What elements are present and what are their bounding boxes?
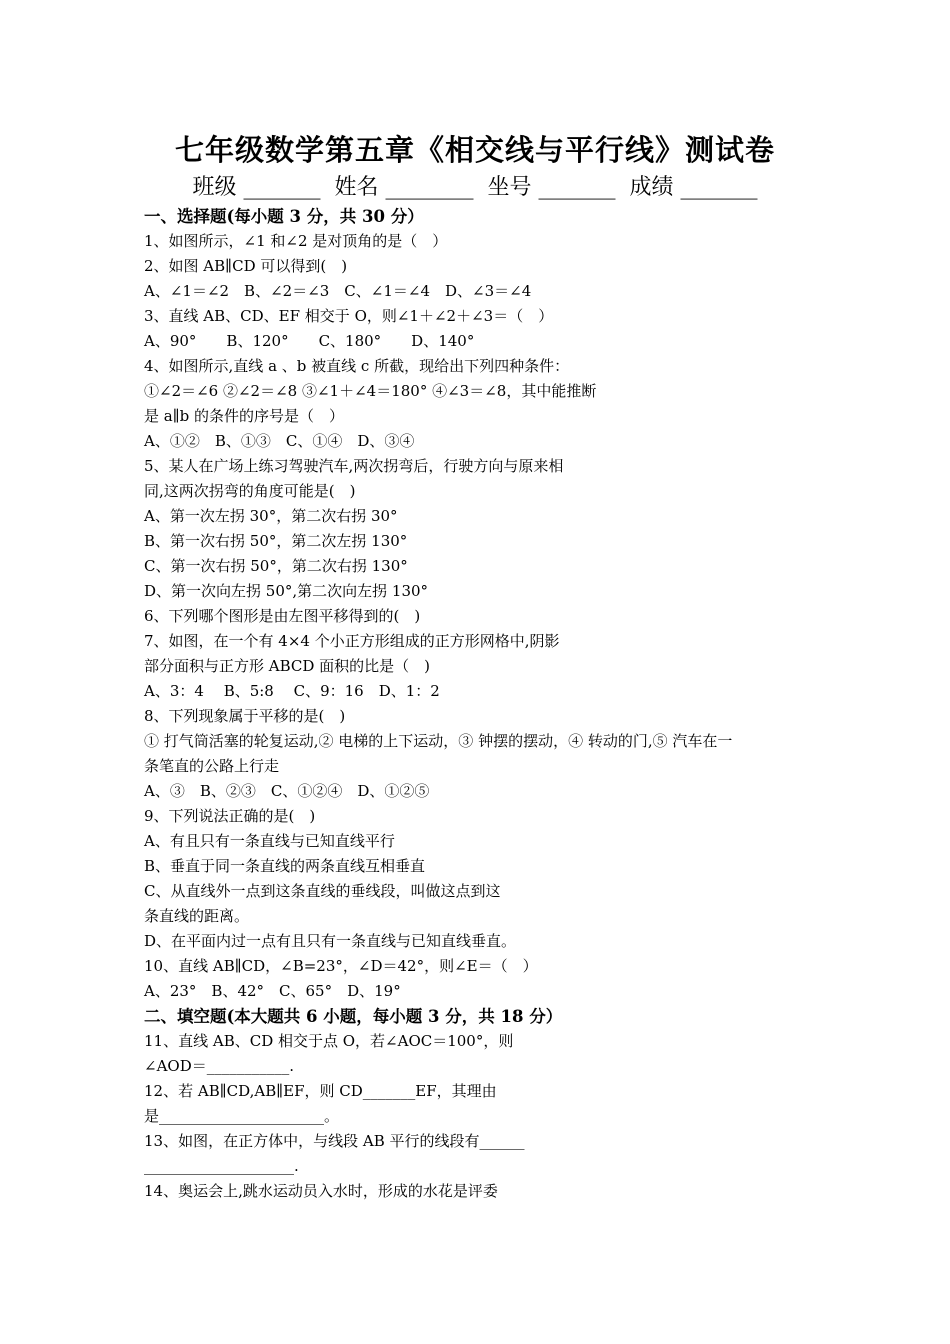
question-line: 14、奥运会上,跳水运动员入水时，形成的水花是评委 [144,1182,498,1200]
question-line: ____________________. [144,1157,299,1175]
question-line: 6、下列哪个图形是由左图平移得到的( ) [144,607,421,625]
question-line: A、第一次左拐 30°，第二次右拐 30° [144,507,398,525]
question-line: 是 a∥b 的条件的序号是（ ） [144,407,345,425]
question-line: D、第一次向左拐 50°,第二次向左拐 130° [144,582,429,600]
question-line: C、从直线外一点到这条直线的垂线段，叫做这点到这 [144,882,501,900]
question-line: 是______________________。 [144,1107,340,1125]
question-line: 4、如图所示,直线 a 、b 被直线 c 所截，现给出下列四种条件： [144,357,570,375]
question-line: A、有且只有一条直线与已知直线平行 [144,832,395,850]
question-line: 9、下列说法正确的是( ) [144,807,316,825]
question-line: A、90° B、120° C、180° D、140° [144,332,475,350]
question-line: 11、直线 AB、CD 相交于点 O，若∠AOC＝100°，则 [144,1032,514,1050]
question-line: B、第一次右拐 50°，第二次左拐 130° [144,532,408,550]
question-line: 8、下列现象属于平移的是( ) [144,707,346,725]
section-heading: 二、填空题(本大题共 6 小题，每小题 3 分，共 18 分） [144,1007,563,1026]
question-line: 13、如图，在正方体中，与线段 AB 平行的线段有______ [144,1132,525,1150]
student-info-line: 班级 _______ 姓名 ________ 坐号 _______ 成绩 _______ [192,175,758,200]
question-line: 条直线的距离。 [144,907,250,925]
question-line: 同,这两次拐弯的角度可能是( ) [144,482,356,500]
question-line: 2、如图 AB∥CD 可以得到( ) [144,257,348,275]
question-line: A、①② B、①③ C、①④ D、③④ [144,432,415,450]
question-line: A、3：4 B、5:8 C、9：16 D、1：2 [144,682,440,700]
question-line: 7、如图，在一个有 4×4 个小正方形组成的正方形网格中,阴影 [144,632,560,650]
question-content [144,204,824,1204]
question-line: 1、如图所示，∠1 和∠2 是对顶角的是（ ） [144,232,448,250]
question-line: 部分面积与正方形 ABCD 面积的比是（ ) [144,657,431,675]
question-line: ①∠2＝∠6 ②∠2＝∠8 ③∠1＋∠4＝180° ④∠3＝∠8，其中能推断 [144,382,597,400]
question-line: C、第一次右拐 50°，第二次右拐 130° [144,557,408,575]
question-line: 条笔直的公路上行走 [144,757,280,775]
question-line: 12、若 AB∥CD,AB∥EF，则 CD_______EF，其理由 [144,1082,497,1100]
section-heading: 一、选择题(每小题 3 分，共 30 分） [144,207,424,226]
question-line: A、23° B、42° C、65° D、19° [144,982,401,1000]
question-line: 5、某人在广场上练习驾驶汽车,两次拐弯后，行驶方向与原来相 [144,457,564,475]
question-line: 3、直线 AB、CD、EF 相交于 O，则∠1＋∠2＋∠3＝（ ） [144,307,554,325]
question-line: D、在平面内过一点有且只有一条直线与已知直线垂直。 [144,932,517,950]
question-line: B、垂直于同一条直线的两条直线互相垂直 [144,857,426,875]
page-title: 七年级数学第五章《相交线与平行线》测试卷 [174,133,775,167]
question-line: ① 打气筒活塞的轮复运动,② 电梯的上下运动，③ 钟摆的摆动，④ 转动的门,⑤ 汽车在一 [144,732,733,750]
question-line: ∠AOD＝___________. [144,1057,294,1075]
question-line: A、∠1＝∠2 B、∠2＝∠3 C、∠1＝∠4 D、∠3＝∠4 [144,282,532,300]
question-line: A、③ B、②③ C、①②④ D、①②⑤ [144,782,430,800]
question-line: 10、直线 AB∥CD，∠B=23°，∠D＝42°，则∠E＝（ ） [144,957,538,975]
